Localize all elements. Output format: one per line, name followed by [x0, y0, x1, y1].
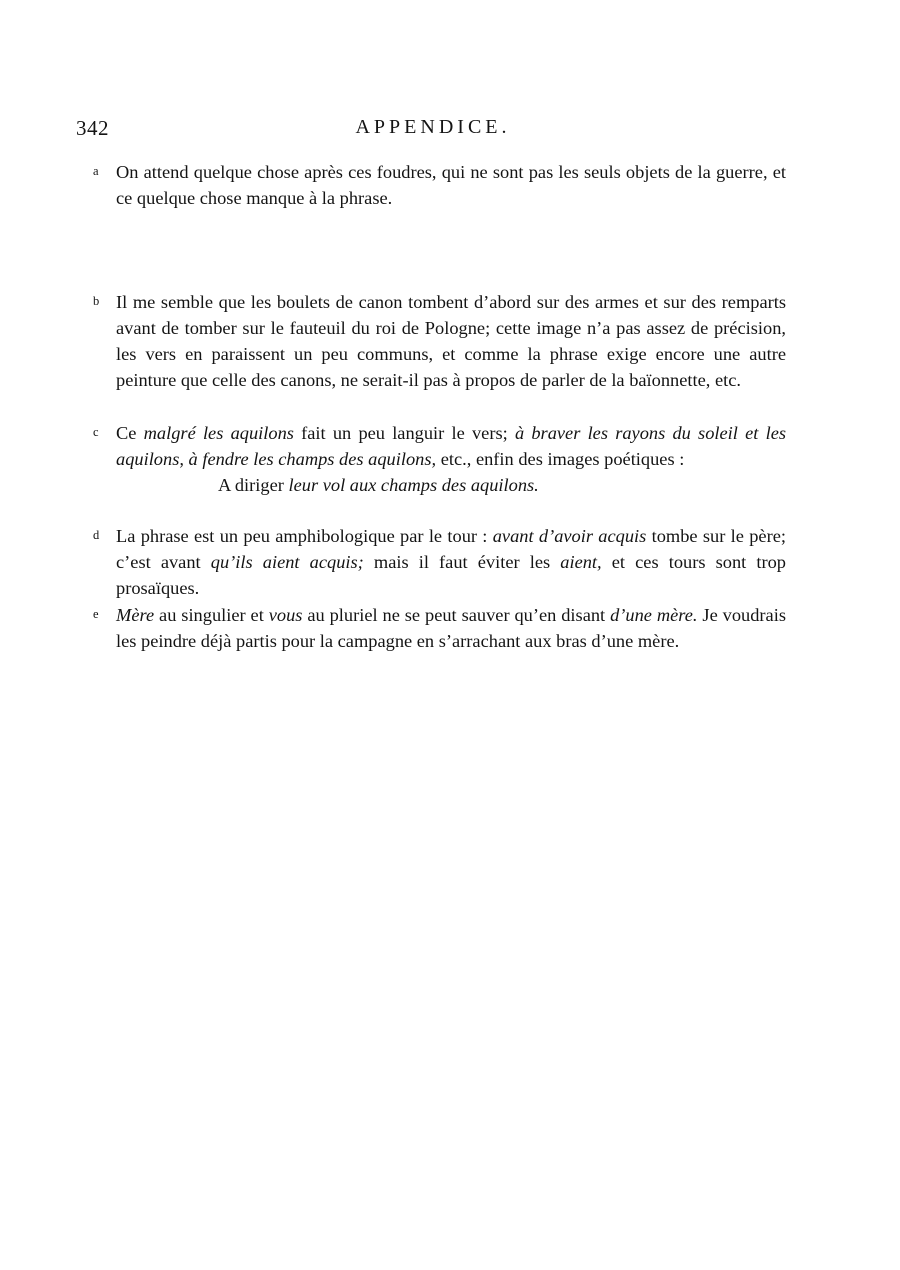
footnote-letter: e [93, 607, 99, 621]
footnote-b [93, 289, 786, 393]
note-text-italic: à braver les rayons du soleil et les aquilons, à fendre les champs des aquilons, [116, 423, 787, 469]
note-text: Je voudrais les peindre déjà partis pour la campagne en s’arrachant aux bras d’une mère. [116, 605, 786, 651]
note-text: On attend quelque chose après ces foudres, qui ne sont pas les seuls objets de la guerre, et ce quelque chose manque à la phrase. [116, 162, 786, 208]
quoted-verse [116, 472, 786, 498]
footnote-e [93, 602, 786, 654]
note-text-italic: Mère [116, 605, 155, 625]
note-text: au pluriel ne se peut sauver qu’en disant [302, 605, 611, 625]
note-text: Ce [116, 423, 144, 443]
verse-text: A diriger [218, 475, 289, 495]
running-title: APPENDICE. [355, 116, 511, 138]
note-text-italic: qu’ils aient acquis; [210, 552, 364, 572]
note-text-italic: avant d’avoir acquis [492, 526, 647, 546]
footnote-d [93, 523, 786, 601]
note-text: tombe sur le père; c’est avant [116, 526, 786, 572]
note-text: au singulier et [154, 605, 269, 625]
verse-text-italic: leur vol aux champs des aquilons. [288, 475, 539, 495]
footnote-letter: c [93, 425, 99, 439]
note-text: et ces tours sont trop prosaïques. [116, 552, 786, 598]
footnote-a [93, 159, 786, 211]
note-text-italic: malgré les aquilons [143, 423, 294, 443]
footnote-letter: d [93, 528, 100, 542]
note-text: fait un peu languir le vers; [293, 423, 515, 443]
note-text-italic: d’une mère. [610, 605, 698, 625]
note-text: etc., enfin des images poétiques : [436, 449, 685, 469]
footnote-letter: a [93, 164, 99, 178]
page-number: 342 [76, 116, 109, 140]
footnote-letter: b [93, 294, 100, 308]
footnote-c [93, 420, 787, 498]
note-text: La phrase est un peu amphibologique par le tour : [116, 526, 493, 546]
note-text: Il me semble que les boulets de canon tombent d’abord sur des armes et sur des remparts avant de tomber sur le fauteuil du roi de Pologne; cette image n’a pas assez de précision, les vers en paraissent un peu communs, et comme la phrase exige encore une autre peinture que celle des canons, ne serait-il pas à propos de parler de la baïonnette, etc. [116, 292, 786, 390]
note-text-italic: aient, [560, 552, 602, 572]
note-text-italic: vous [268, 605, 303, 625]
note-text: mais il faut éviter les [363, 552, 561, 572]
